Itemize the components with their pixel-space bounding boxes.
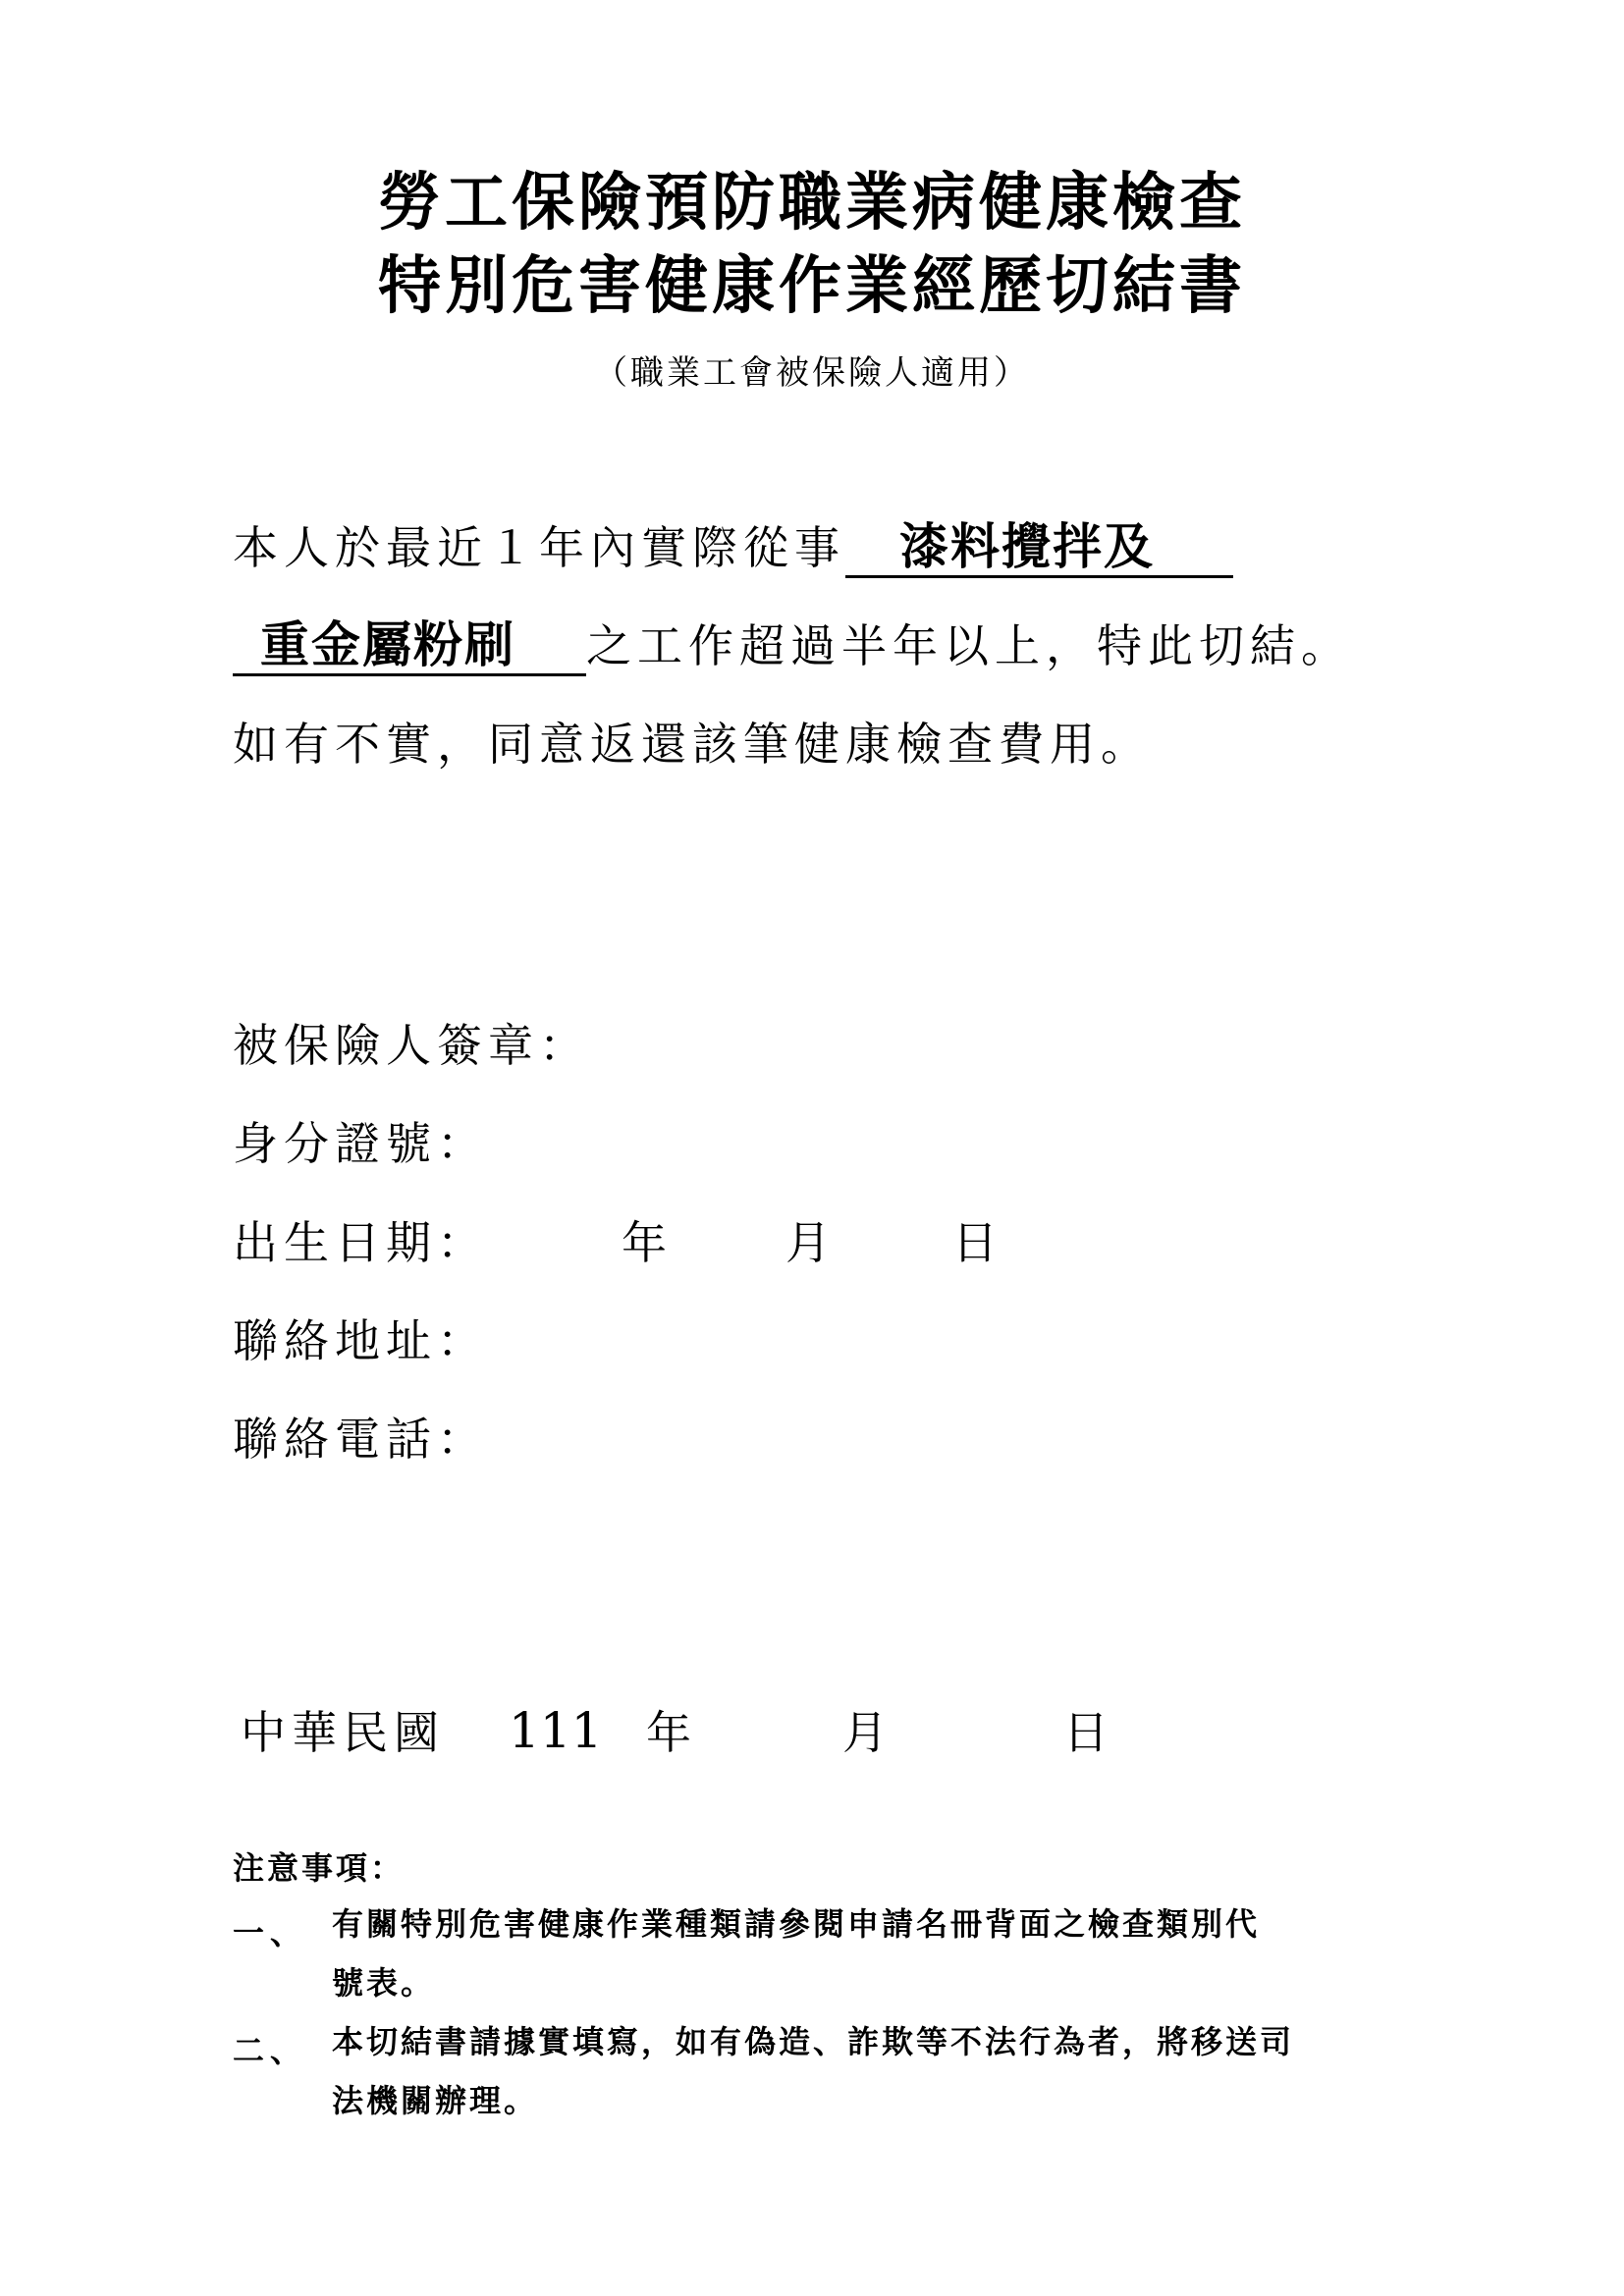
- statement-prefix: 本人於最近１年內實際從事: [233, 521, 845, 574]
- statement-line-1: [233, 518, 1391, 578]
- note-2-number: 二、: [233, 2032, 308, 2069]
- note-2-line-2: 法機關辦理。: [332, 2082, 539, 2119]
- birth-day-label: 日: [952, 1216, 998, 1269]
- statement-suffix: 之工作超過半年以上，特此切結。: [586, 619, 1352, 672]
- note-2-text: [332, 2012, 1412, 2130]
- roc-year-label: 年: [646, 1706, 691, 1759]
- roc-day-label: 日: [1063, 1706, 1109, 1759]
- document-title-line-2: 特別危害健康作業經歷切結書: [378, 250, 1246, 323]
- roc-year-value: 111: [509, 1702, 603, 1759]
- document-title-line-1: 勞工保險預防職業病健康檢查: [378, 167, 1246, 240]
- statement-line-2: [233, 616, 1391, 676]
- signature-label: 被保險人簽章：: [233, 1019, 590, 1072]
- phone-label: 聯絡電話：: [233, 1413, 488, 1466]
- birth-month-label: 月: [785, 1216, 831, 1269]
- birth-date-label: 出生日期：: [233, 1216, 488, 1269]
- id-number-label: 身分證號：: [233, 1117, 488, 1170]
- job-description-field-part-1[interactable]: 漆料攪拌及: [845, 522, 1233, 578]
- note-1-line-1: 有關特別危害健康作業種類請參閱申請名冊背面之檢查類別代: [332, 1905, 1261, 1943]
- address-label: 聯絡地址：: [233, 1314, 488, 1367]
- birth-year-label: 年: [622, 1216, 667, 1269]
- roc-month-label: 月: [842, 1706, 888, 1759]
- note-2-line-1: 本切結書請據實填寫，如有偽造、詐欺等不法行為者，將移送司: [332, 2023, 1295, 2060]
- note-1-text: [332, 1895, 1412, 2012]
- note-1-number: 一、: [233, 1914, 308, 1951]
- statement-line-3: 如有不實，同意返還該筆健康檢查費用。: [233, 718, 1152, 771]
- note-1-line-2: 號表。: [332, 1964, 436, 2002]
- roc-date-prefix: 中華民國: [241, 1706, 445, 1759]
- job-description-field-part-2[interactable]: 重金屬粉刷: [233, 620, 586, 676]
- notes-title: 注意事項：: [233, 1849, 406, 1887]
- document-subtitle: （職業工會被保險人適用）: [594, 353, 1030, 393]
